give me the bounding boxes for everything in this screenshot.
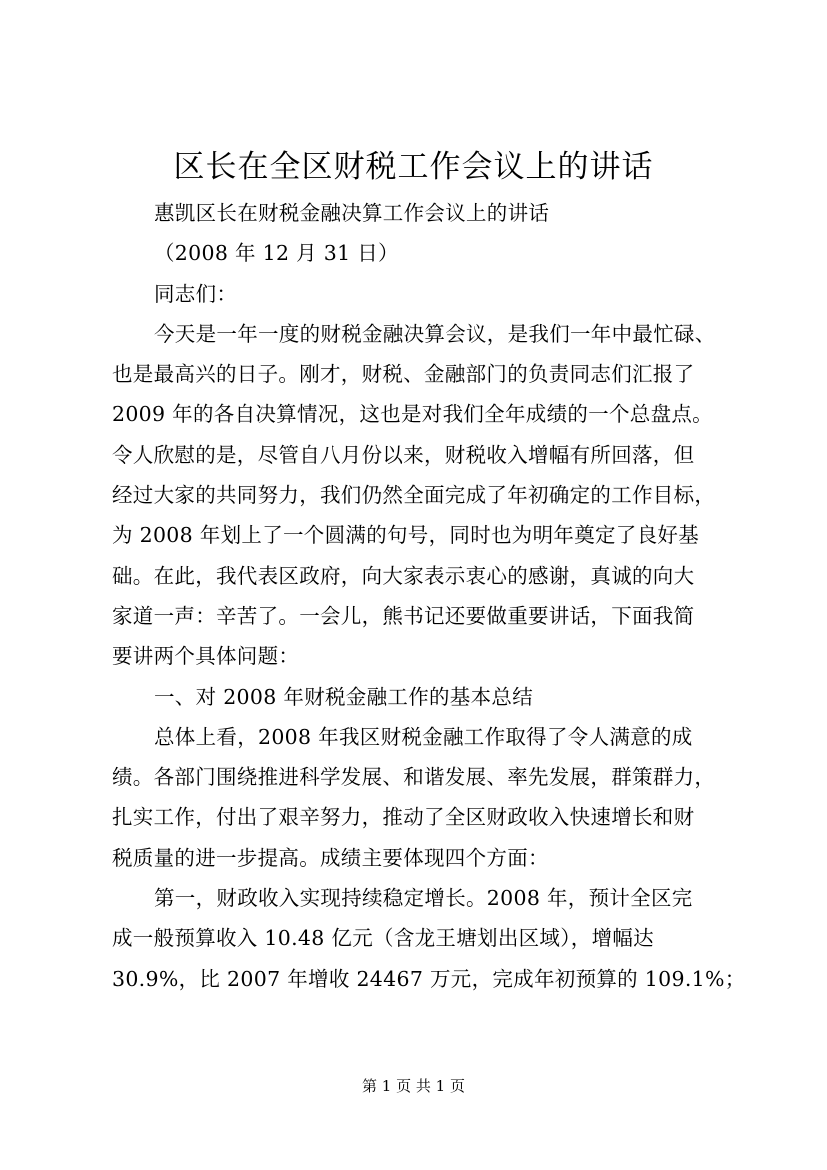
subtitle-line: 惠凯区长在财税金融决算工作会议上的讲话 bbox=[154, 201, 550, 225]
paragraph-line: 税质量的进一步提高。成绩主要体现四个方面： bbox=[112, 845, 549, 870]
paragraph-line: 第一，财政收入实现持续稳定增长。2008 年，预计全区完 bbox=[154, 886, 693, 911]
section-heading: 一、对 2008 年财税金融工作的基本总结 bbox=[154, 684, 534, 709]
paragraph-line: 令人欣慰的是，尽管自八月份以来，财税收入增幅有所回落，但 bbox=[112, 442, 695, 467]
paragraph-line: 2009 年的各自决算情况，这也是对我们全年成绩的一个总盘点。 bbox=[112, 402, 713, 427]
paragraph-line: 础。在此，我代表区政府，向大家表示衷心的感谢，真诚的向大 bbox=[112, 563, 695, 588]
paragraph-line: 要讲两个具体问题： bbox=[112, 644, 300, 669]
document-body bbox=[112, 193, 746, 999]
salutation-line: 同志们： bbox=[154, 281, 238, 306]
paragraph-line: 为 2008 年划上了一个圆满的句号，同时也为明年奠定了良好基 bbox=[112, 523, 700, 548]
paragraph-line: 今天是一年一度的财税金融决算会议，是我们一年中最忙碌、 bbox=[154, 321, 716, 346]
paragraph-line: 30.9%，比 2007 年增收 24467 万元，完成年初预算的 109.1%； bbox=[112, 966, 746, 991]
paragraph-line: 也是最高兴的日子。刚才，财税、金融部门的负责同志们汇报了 bbox=[112, 362, 695, 387]
paragraph-line: 总体上看，2008 年我区财税金融工作取得了令人满意的成 bbox=[154, 724, 693, 749]
date-line: （2008 年 12 月 31 日） bbox=[154, 241, 399, 266]
paragraph-line: 扎实工作，付出了艰辛努力，推动了全区财政收入快速增长和财 bbox=[112, 805, 695, 830]
paragraph-line: 绩。各部门围绕推进科学发展、和谐发展、率先发展，群策群力， bbox=[112, 765, 716, 790]
paragraph-line: 经过大家的共同努力，我们仍然全面完成了年初确定的工作目标， bbox=[112, 483, 716, 508]
document-title: 区长在全区财税工作会议上的讲话 bbox=[173, 149, 654, 185]
page-footer: 第 1 页 共 1 页 bbox=[362, 1077, 465, 1095]
paragraph-line: 家道一声：辛苦了。一会儿，熊书记还要做重要讲话，下面我简 bbox=[112, 603, 695, 628]
paragraph-line: 成一般预算收入 10.48 亿元（含龙王塘划出区域），增幅达 bbox=[112, 926, 654, 951]
